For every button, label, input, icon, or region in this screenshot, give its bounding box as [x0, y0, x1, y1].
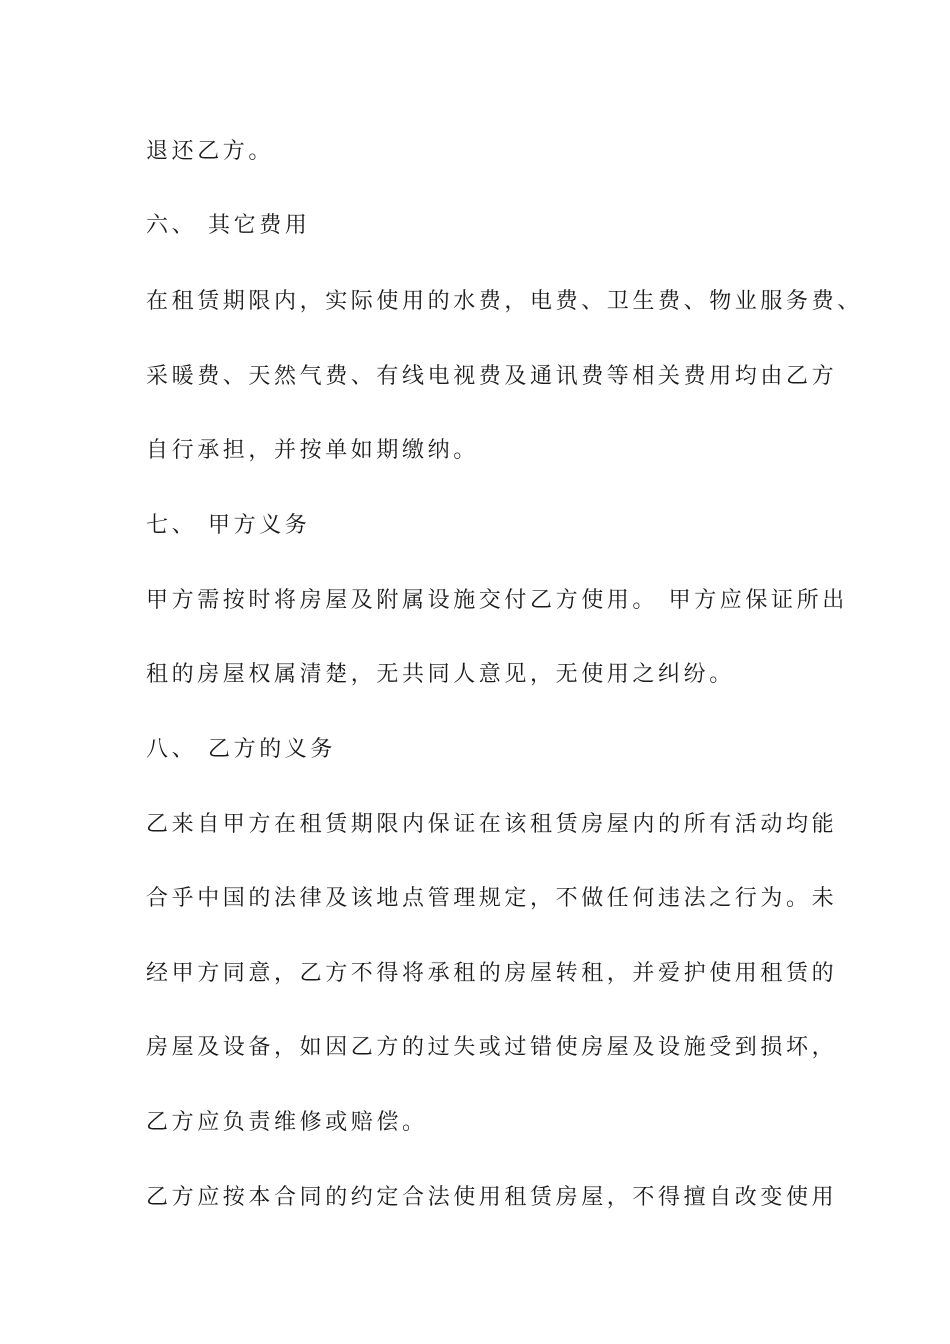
paragraph-line: 乙方应按本合同的约定合法使用租赁房屋，不得擅自改变使用: [146, 1185, 838, 1210]
paragraph-line: 采暖费、天然气费、有线电视费及通讯费等相关费用均由乙方: [146, 364, 838, 389]
paragraph-line: 租的房屋权属清楚，无共同人意见，无使用之纠纷。: [146, 662, 735, 687]
paragraph-line: 房屋及设备，如因乙方的过失或过错使房屋及设施受到损坏，: [146, 1035, 838, 1060]
paragraph-line: 乙方应负责维修或赔偿。: [146, 1110, 428, 1135]
paragraph-line: 乙来自甲方在租赁期限内保证在该租赁房屋内的所有活动均能: [146, 812, 838, 837]
paragraph-line: 自行承担，并按单如期缴纳。: [146, 438, 479, 463]
section-heading-7: [146, 511, 310, 541]
section-number: 七、: [146, 513, 198, 538]
paragraph-line: 退还乙方。: [146, 139, 275, 164]
section-heading-8: [146, 735, 336, 765]
section-number: 六、: [146, 213, 198, 238]
section-title: 甲方义务: [208, 513, 311, 538]
paragraph-line: 甲方需按时将房屋及附属设施交付乙方使用。 甲方应保证所出: [146, 588, 848, 613]
section-heading-6: [146, 211, 310, 241]
paragraph-line: 经甲方同意，乙方不得将承租的房屋转租，并爱护使用租赁的: [146, 961, 838, 986]
section-title: 乙方的义务: [208, 737, 337, 762]
paragraph-line: 合乎中国的法律及该地点管理规定，不做任何违法之行为。未: [146, 886, 838, 911]
section-title: 其它费用: [208, 213, 311, 238]
paragraph-line: 在租赁期限内，实际使用的水费，电费、卫生费、物业服务费、: [146, 289, 863, 314]
section-number: 八、: [146, 737, 198, 762]
